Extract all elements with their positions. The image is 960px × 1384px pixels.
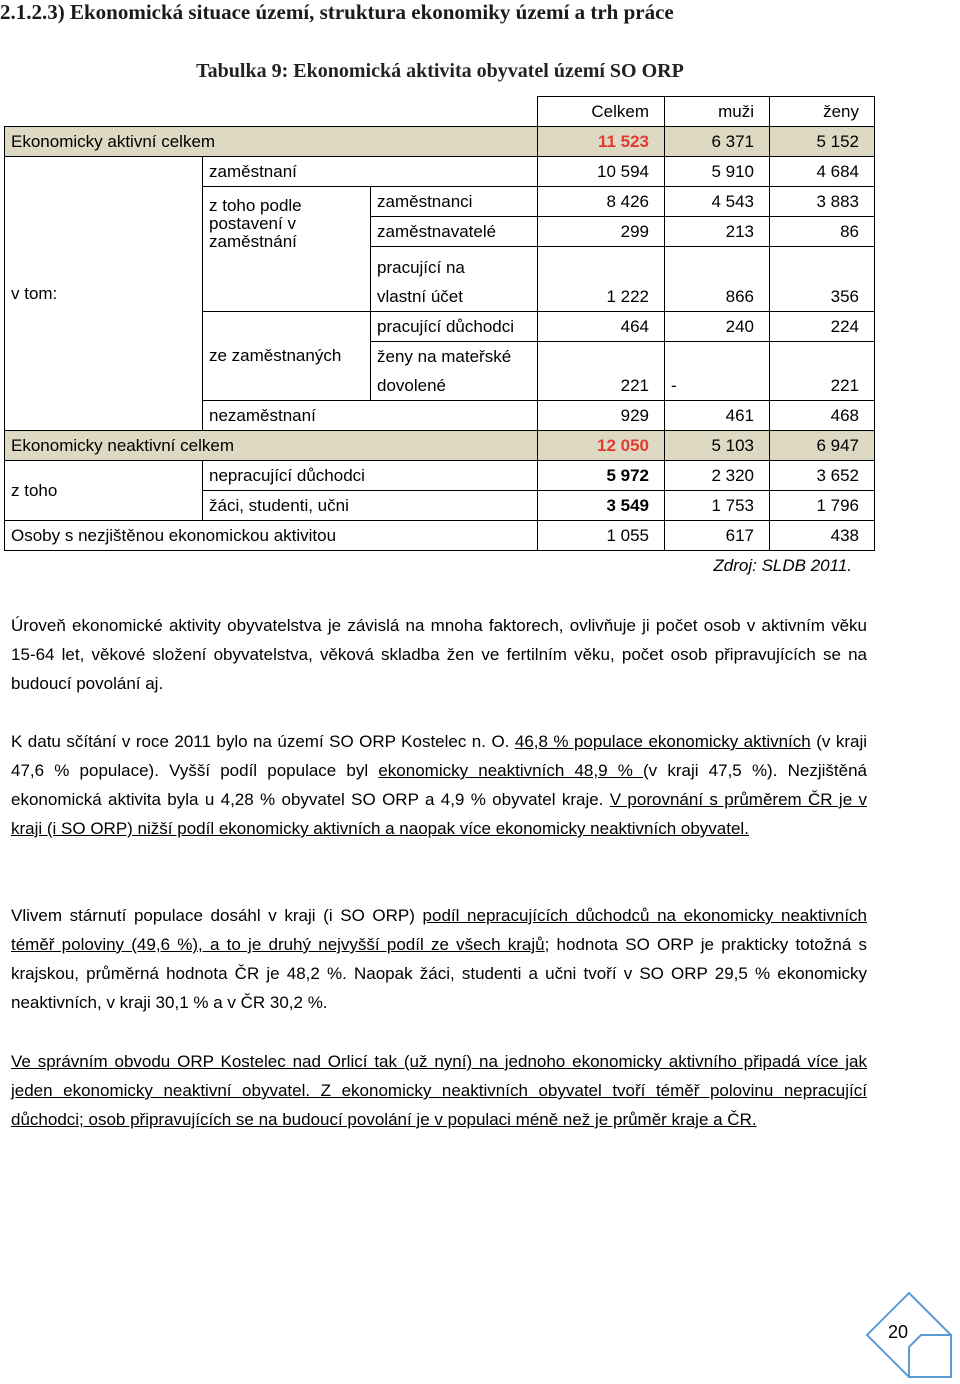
table-source: Zdroj: SLDB 2011.: [713, 556, 852, 575]
table-row: Ekonomicky neaktivní celkem 12 050 5 103 6 947: [5, 431, 875, 461]
header-men: muži: [665, 97, 770, 127]
table-row: ženy na mateřské dovolené 221 - 221: [5, 342, 875, 401]
z-toho-label: z toho: [5, 461, 203, 521]
table-header-row: [5, 97, 875, 127]
table-row: Osoby s nezjištěnou ekonomickou aktivitou 1 055 617 438: [5, 521, 875, 551]
of-employed-label: ze zaměstnaných: [203, 312, 371, 401]
table-row: zaměstnavatelé 299 213 86: [5, 217, 875, 247]
table-row: žáci, studenti, učni 3 549 1 753 1 796: [5, 491, 875, 521]
table-row: ze zaměstnaných pracující důchodci 464 240 224: [5, 312, 875, 342]
table-row: z toho podle postavení v zaměstnání zaměstnanci 8 426 4 543 3 883: [5, 187, 875, 217]
table-row: Ekonomicky aktivní celkem 11 523 6 371 5 152: [5, 127, 875, 157]
v-tom-label: v tom:: [5, 157, 203, 431]
table-caption: Tabulka 9: Ekonomická aktivita obyvatel území SO ORP: [196, 60, 684, 82]
header-total: Celkem: [538, 97, 665, 127]
table-row: v tom: zaměstnaní 10 594 5 910 4 684: [5, 157, 875, 187]
by-status-label: z toho podle postavení v zaměstnání: [203, 187, 371, 312]
section-heading: 2.1.2.3) Ekonomická situace území, struktura ekonomiky území a trh práce: [0, 0, 674, 24]
row-label: Ekonomicky aktivní celkem: [5, 127, 538, 157]
page-number: 20: [888, 1322, 909, 1342]
page-number-badge-icon: [864, 1290, 954, 1380]
paragraph-2: K datu sčítání v roce 2011 bylo na území SO ORP Kostelec n. O. 46,8 % populace ekonomicky aktivních (v kraji 47,6 % populace). Vyšší podíl populace byl ekonomicky neaktivních 48,9 % (v kraji 47,5 %). Nezjištěná ekonomická aktivita byla u 4,28 % obyvatel SO ORP a 4,9 % obyvatel kraje. V porovnání s průměrem ČR je v kraji (i SO ORP) nižší podíl ekonomicky aktivních a naopak více ekonomicky neaktivních obyvatel.: [11, 732, 867, 838]
paragraph-1: Úroveň ekonomické aktivity obyvatelstva je závislá na mnoha faktorech, ovlivňuje ji počet osob v aktivním věku 15-64 let, věkové složení obyvatelstva, věková skladba žen ve fertilním věku, počet osob připravujících se na budoucí povolání aj.: [11, 616, 867, 693]
paragraph-4: Ve správním obvodu ORP Kostelec nad Orlicí tak (už nyní) na jednoho ekonomicky aktivního připadá více jak jeden ekonomicky neaktivní obyvatel. Z ekonomicky neaktivních obyvatel tvoří téměř polovinu nepracující důchodci; osob připravujících se na budoucí povolání je v populaci méně než je průměr kraje a ČR.: [11, 1052, 867, 1129]
header-women: ženy: [770, 97, 875, 127]
table-row: z toho nepracující důchodci 5 972 2 320 3 652: [5, 461, 875, 491]
table-row: nezaměstnaní 929 461 468: [5, 401, 875, 431]
paragraph-3: Vlivem stárnutí populace dosáhl v kraji (i SO ORP) podíl nepracujících důchodců na ekonomicky neaktivních téměř poloviny (49,6 %), a to je druhý nejvyšší podíl ze všech krajů; hodnota SO ORP je prakticky totožná s krajskou, průměrná hodnota ČR je 48,2 %. Naopak žáci, studenti a učni tvoří v SO ORP 29,5 % ekonomicky neaktivních, v kraji 30,1 % a v ČR 30,2 %.: [11, 906, 868, 1012]
economic-activity-table: Celkem muži ženy Ekonomicky aktivní celkem 11 523 6 371 5 152 v tom: zaměstnaní 10 594 5 910 4 684 z toho podle postavení v zaměstnání zaměstnanci 8 426 4 543 3 883 zaměstnavatelé 299 213 86 pracující na vlastní účet 1 222 866 356 ze zaměstnaných pracující důchodci 464 240 224 ženy na mateřské dovolené 221 - 221 nezaměstnaní 929 461 468 Ekonomicky neaktivní celkem 12 050 5 103 6 947 z toho nepracující důchodci 5 972 2 320 3 652 žáci, studenti, učni 3 549 1 753 1 796 Osoby s nezjištěnou ekonomickou aktivitou 1 055 617 438: [4, 96, 875, 551]
